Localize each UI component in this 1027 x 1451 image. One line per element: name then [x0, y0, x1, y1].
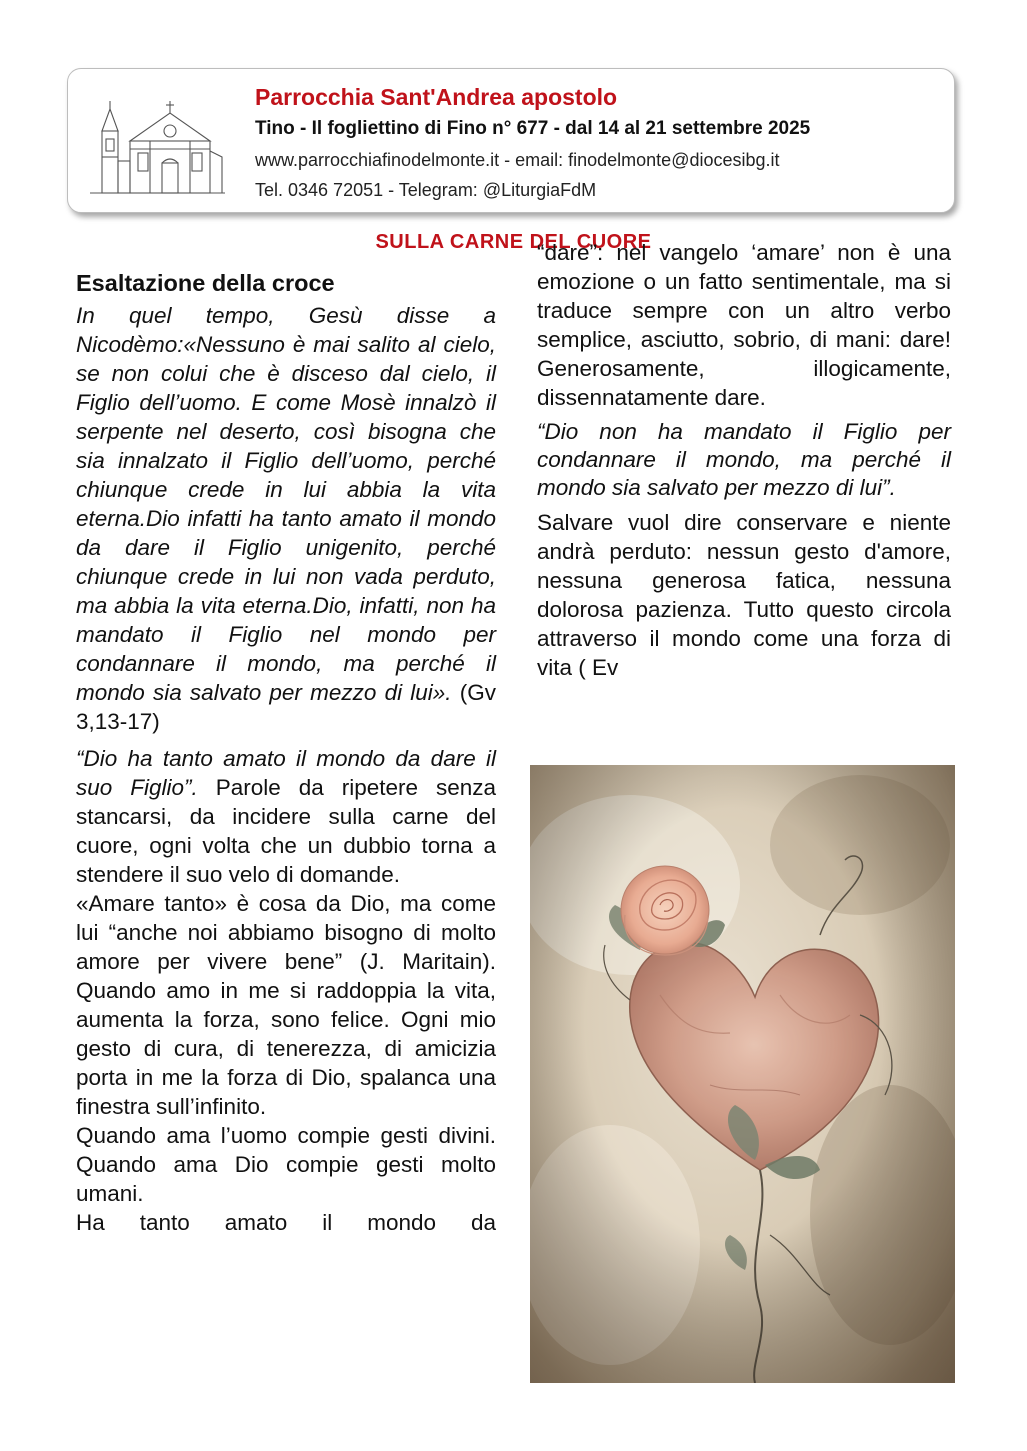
paragraph-1 [76, 744, 496, 889]
paragraph-1-text: Parole da ripetere senza stancarsi, da incidere sulla carne del cuore, ogni volta che un dubbio torna a stendere il suo velo di domande. [76, 775, 496, 887]
section-title: Esaltazione della croce [76, 270, 335, 296]
gospel-text: In quel tempo, Gesù disse a Nicodèmo:«Nessuno è mai salito al cielo, se non colui che è disceso dal cielo, il Figlio dell’uomo. E come Mosè innalzò il serpente nel deserto, così bisogna che sia innalzato il Figlio dell’uomo, perché chiunque crede in lui abbia la vita eterna.Dio infatti ha tanto amato il mondo da dare il Figlio unigenito, perché chiunque crede in lui non vada perduto, ma abbia la vita eterna.Dio, infatti, non ha mandato il Figlio nel mondo per condannare il mondo, ma perché il mondo sia salvato per mezzo di lui». [76, 303, 496, 705]
parish-name: Parrocchia Sant'Andrea apostolo [255, 84, 618, 110]
paragraph-5-quote: “Dio non ha mandato il Figlio per condannare il mondo, ma perché il mondo sia salvato per mezzo di lui”. [537, 419, 951, 500]
paragraph-4-continued: “dare”: nel vangelo ‘amare’ non è una emozione o un fatto sentimentale, ma si traduce sempre con un altro verbo semplice, asciutto, sobrio, di mani: dare! Generosamente, illogicamente, dissennatamente dare. [537, 240, 951, 410]
web-email-line: www.parrocchiafinodelmonte.it - email: finodelmonte@diocesibg.it [255, 150, 780, 170]
gospel-reference: (Gv 3,13-17) [76, 680, 496, 734]
bulletin-info: Tino - Il fogliettino di Fino n° 677 - dal 14 al 21 settembre 2025 [255, 118, 811, 139]
header-text [255, 81, 945, 205]
paragraph-3: Quando ama l’uomo compie gesti divini. Quando ama Dio compie gesti molto umani. [76, 1123, 496, 1206]
right-column [537, 238, 951, 682]
article-title: SULLA CARNE DEL CUORE [375, 231, 652, 253]
paragraph-2: «Amare tanto» è cosa da Dio, ma come lui “anche noi abbiamo bisogno di molto amore per vivere bene” (J. Maritain). Quando amo in me si raddoppia la vita, aumenta la forza, sono felice. Ogni mio gesto di cura, di tenerezza, di amicizia porta in me la forza di Dio, spalanca una finestra sull’infinito. [76, 891, 496, 1119]
heart-with-rose-painting [530, 765, 955, 1383]
paragraph-1-quote: “Dio ha tanto amato il mondo da dare il suo Figlio”. [76, 746, 496, 800]
gospel-passage [76, 301, 496, 736]
phone-telegram-line: Tel. 0346 72051 - Telegram: @LiturgiaFdM [255, 180, 597, 200]
paragraph-4-start: Ha tanto amato il mondo da [76, 1210, 496, 1235]
paragraph-6: Salvare vuol dire conservare e niente andrà perduto: nessun gesto d'amore, nessuna generosa fatica, nessuna dolorosa pazienza. Tutto questo circola attraverso il mondo come una forza di vita ( Ev [537, 510, 951, 680]
church-drawing-icon [80, 91, 230, 201]
header-box [67, 68, 955, 213]
left-column [76, 268, 496, 1237]
